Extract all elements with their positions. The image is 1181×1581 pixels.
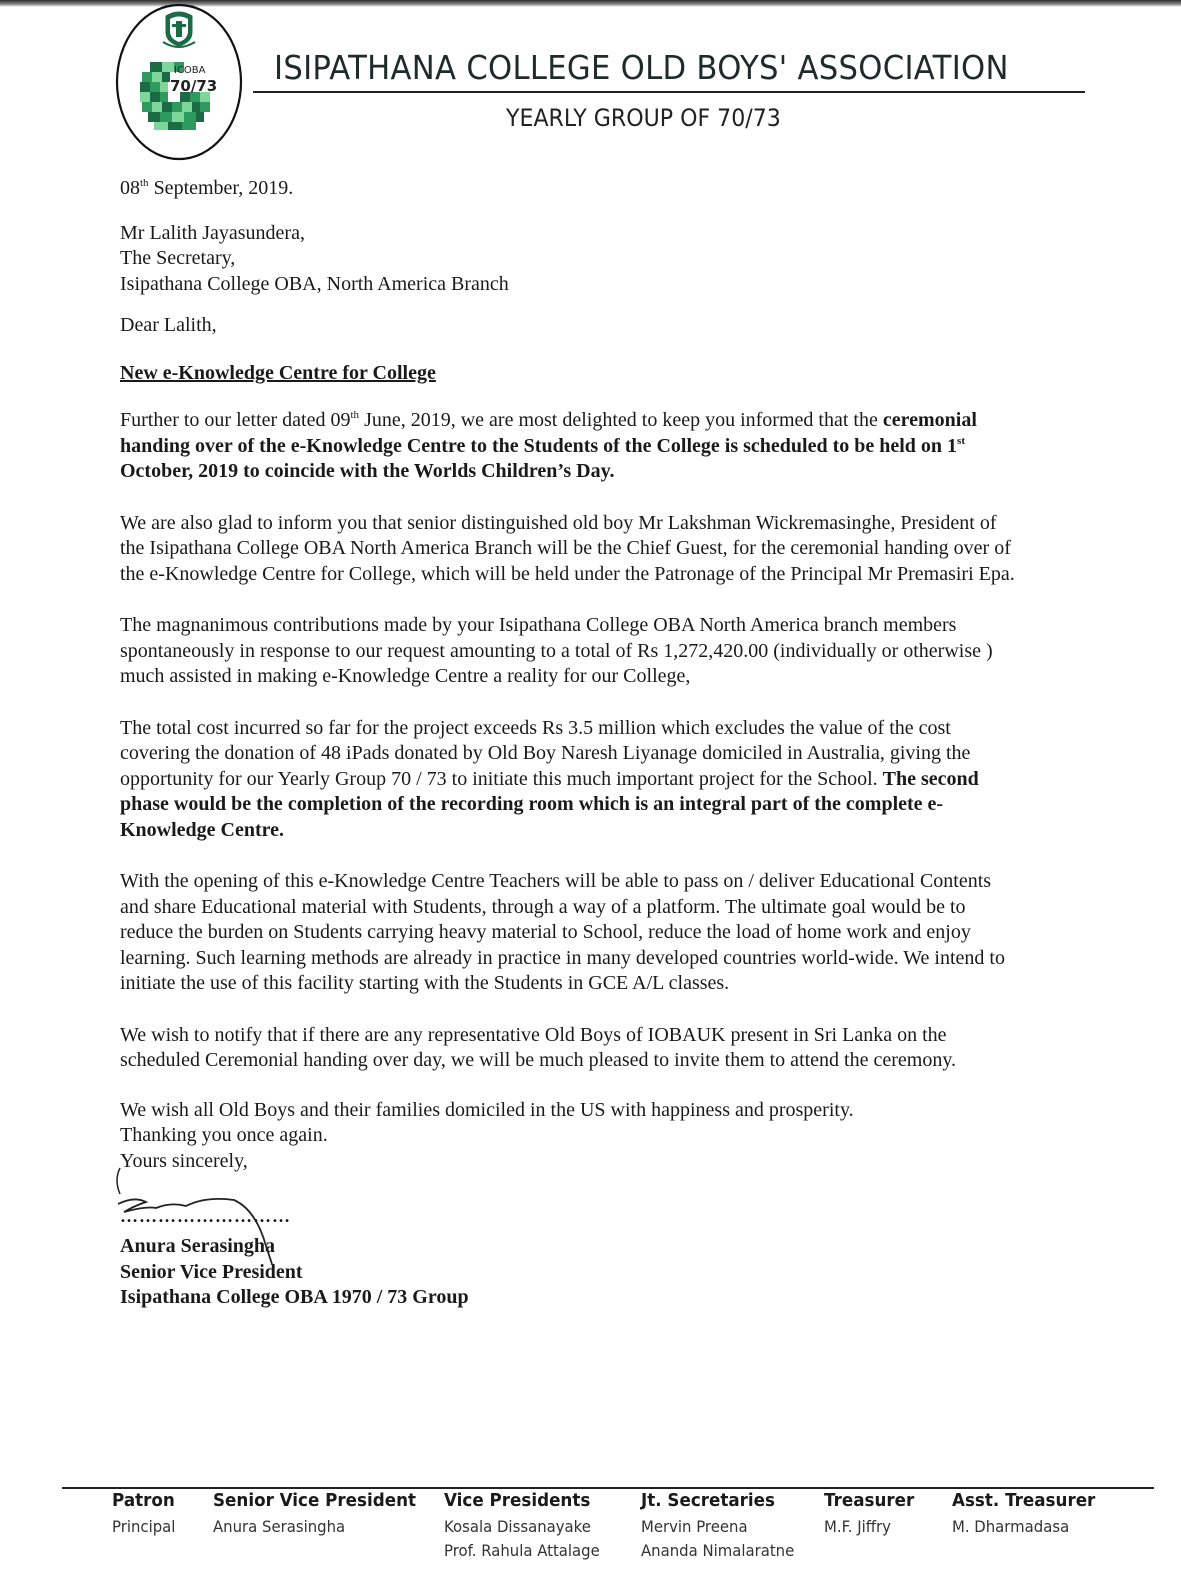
office-bearers-footer: [0, 1490, 1181, 1580]
role-label: Asst. Treasurer: [952, 1490, 1096, 1511]
closing-wishes: We wish all Old Boys and their families domiciled in the US with happiness and prosperity.: [120, 1098, 854, 1121]
date-day: 08: [120, 177, 140, 199]
letter-subject: New e-Knowledge Centre for College: [120, 361, 436, 384]
letter-body: [120, 176, 1020, 1311]
organization-name: ISIPATHANA COLLEGE OLD BOYS' ASSOCIATION: [274, 48, 1009, 87]
p1-bold-a: ceremonial handing over of the e-Knowledge Centre to the Students of the College is scheduled to be held on 1: [120, 409, 977, 457]
footer-divider: [62, 1487, 1154, 1489]
member-name: M.F. Jiffry: [824, 1517, 891, 1536]
member-name: Ananda Nimalaratne: [641, 1541, 795, 1560]
footer-col-vice-presidents: [444, 1490, 611, 1563]
footer-col-jt-secretaries: [641, 1490, 806, 1563]
signatory-name: Anura Serasingha: [120, 1235, 276, 1257]
paragraph-announcement: [120, 408, 1020, 485]
date-rest: September, 2019.: [148, 177, 294, 199]
paragraph-contributions: The magnanimous contributions made by your Isipathana College OBA North America branch members spontaneously in response to our request amounting to a total of Rs 1,272,420.00 (individually or otherwise ) much assisted in making e-Knowledge Centre a reality for our College,: [120, 614, 993, 687]
logo-emblem: [114, 2, 244, 162]
date-suffix: th: [140, 177, 149, 189]
logo-icoba-text: ICOBA: [174, 65, 206, 76]
paragraph-goals: With the opening of this e-Knowledge Centre Teachers will be able to pass on / deliver Educational Contents and share Educational material with Students, through a way of a platform. The ultimate goal would be to reduce the burden on Students carrying heavy material to School, reduce the load of home work and enjoy learning. Such learning methods are already in practice in many developed countries world-wide. We intend to initiate the use of this facility starting with the Students in GCE A/L classes.: [120, 870, 1005, 994]
p1-text-a: Further to our letter dated 09: [120, 409, 351, 431]
footer-col-senior-vice-president: [213, 1490, 431, 1539]
footer-col-treasurer: [824, 1490, 921, 1539]
recipient-address: [120, 221, 1020, 298]
role-label: Vice Presidents: [444, 1490, 591, 1511]
member-name: Anura Serasingha: [213, 1517, 346, 1536]
letter-date: [120, 176, 1020, 202]
signature-line: ………………………: [120, 1206, 291, 1226]
header-divider: [253, 91, 1085, 93]
footer-col-asst-treasurer: [952, 1490, 1106, 1539]
organization-subtitle: YEARLY GROUP OF 70/73: [506, 104, 781, 132]
paragraph-chief-guest: We are also glad to inform you that senior distinguished old boy Mr Lakshman Wickremasinghe, President of the Isipathana College OBA North America Branch will be the Chief Guest, for the ceremonial handing over of the e-Knowledge Centre for College, which will be held under the Patronage of the Principal Mr Premasiri Epa.: [120, 511, 1015, 585]
signature-area: [120, 1174, 1020, 1234]
p1-bold-b: October, 2019 to coincide with the Worlds Children’s Day.: [120, 460, 615, 482]
p4-text: The total cost incurred so far for the project exceeds Rs 3.5 million which excludes the value of the cost covering the donation of 48 iPads donated by Old Boy Naresh Liyanage domiciled in Australia, giving the opportunity for our Yearly Group 70 / 73 to initiate this much important project for the School.: [120, 716, 971, 790]
p1-text-b: June, 2019, we are most delighted to keep you informed that the: [359, 409, 883, 431]
salutation: Dear Lalith,: [120, 314, 217, 336]
letter-closing: [120, 1098, 1020, 1175]
paragraph-total-cost: [120, 716, 1020, 844]
footer-col-patron: [112, 1490, 180, 1539]
p1-bold-sup: st: [957, 434, 965, 447]
role-label: Treasurer: [824, 1490, 915, 1511]
member-name: Mervin Preena: [641, 1517, 748, 1536]
member-name: Prof. Rahula Attalage: [444, 1541, 600, 1560]
role-label: Senior Vice President: [213, 1490, 417, 1511]
association-logo: [114, 2, 244, 162]
p4-bold: The second phase would be the completion of the recording room which is an integral part of the complete e-Knowledge Centre.: [120, 767, 979, 841]
member-name: Kosala Dissanayake: [444, 1517, 591, 1536]
member-name: Principal: [112, 1517, 176, 1536]
paragraph-invitation: We wish to notify that if there are any representative Old Boys of IOBAUK present in Sri Lanka on the scheduled Ceremonial handing over day, we will be much pleased to invite them to attend the ceremony.: [120, 1023, 957, 1071]
p1-sup-a: th: [350, 409, 360, 421]
recipient-title: The Secretary,: [120, 247, 236, 269]
closing-sincerely: Yours sincerely,: [120, 1149, 248, 1172]
role-label: Patron: [112, 1490, 175, 1511]
recipient-organization: Isipathana College OBA, North America Branch: [120, 272, 509, 295]
role-label: Jt. Secretaries: [641, 1490, 775, 1511]
logo-group-text: 70/73: [170, 77, 218, 95]
member-name: M. Dharmadasa: [952, 1517, 1070, 1536]
signatory-organization: Isipathana College OBA 1970 / 73 Group: [120, 1286, 469, 1308]
recipient-name: Mr Lalith Jayasundera,: [120, 221, 305, 244]
closing-thanks: Thanking you once again.: [120, 1124, 328, 1146]
signatory-title: Senior Vice President: [120, 1260, 303, 1283]
